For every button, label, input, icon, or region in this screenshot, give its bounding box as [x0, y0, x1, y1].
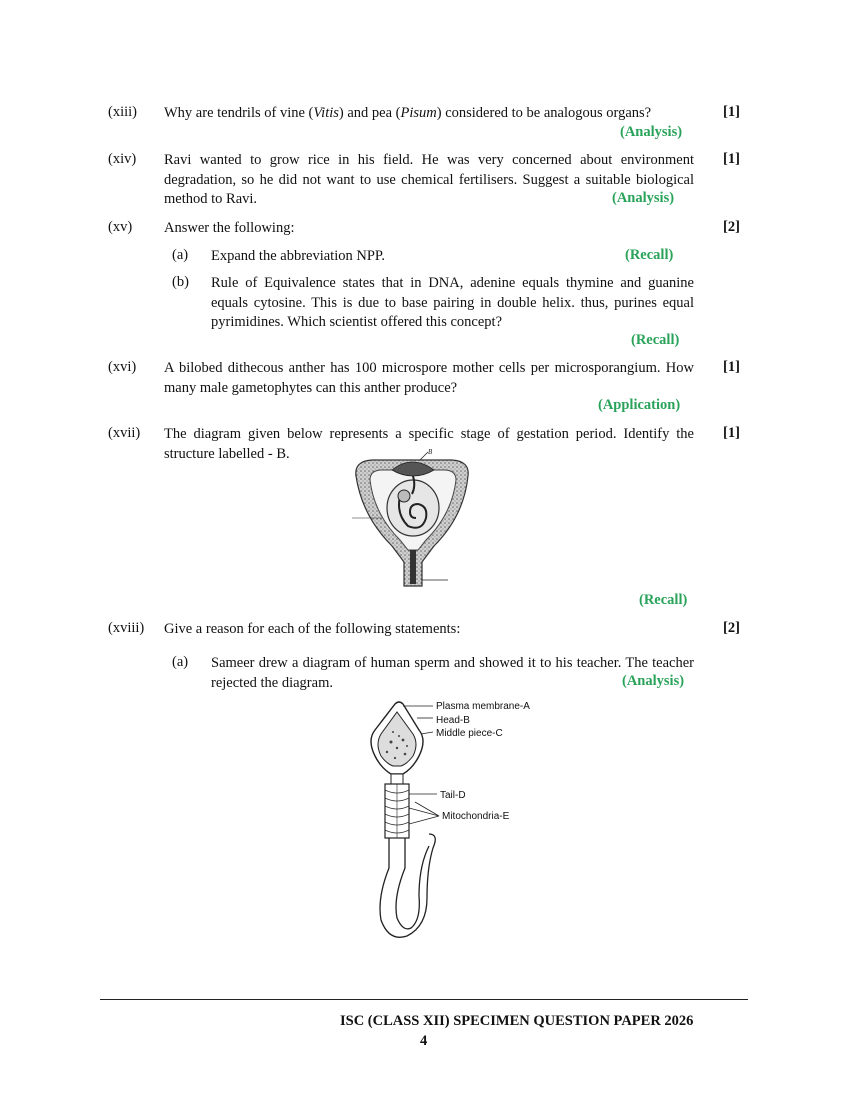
question-number-xvii: (xvii): [108, 425, 141, 441]
sub-label-xv-a: (a): [172, 247, 189, 263]
sub-label-xv-b: (b): [172, 274, 189, 290]
question-text-xv: Answer the following:: [164, 220, 295, 236]
question-number-xiii: (xiii): [108, 104, 137, 120]
marks-xiii: [1]: [723, 104, 740, 120]
sub-text-xv-a: Expand the abbreviation NPP.: [211, 248, 385, 264]
diagram-label-b: B: [428, 448, 433, 456]
marks-xv: [2]: [723, 219, 740, 235]
footer-rule: [100, 999, 748, 1000]
question-text-xvi: A bilobed dithecous anther has 100 microspore mother cells per microsporangium. How many male gametophytes can this anther produce?: [164, 360, 694, 396]
skill-tag-xiv: (Analysis): [612, 190, 675, 206]
sperm-label-middle: Middle piece-C: [436, 728, 503, 739]
sperm-label-tail: Tail-D: [440, 790, 466, 801]
question-text-xviii: Give a reason for each of the following statements:: [164, 621, 461, 637]
skill-tag-xv-b: (Recall): [631, 332, 680, 348]
footer-title: ISC (CLASS XII) SPECIMEN QUESTION PAPER 2026: [340, 1013, 694, 1029]
sub-label-xviii-a: (a): [172, 654, 189, 670]
skill-tag-xviii-a: (Analysis): [622, 673, 685, 689]
question-text-xiii: Why are tendrils of vine (Vitis) and pea (Pisum) considered to be analogous organs?: [164, 105, 652, 121]
sperm-label-plasma: Plasma membrane-A: [436, 701, 530, 712]
skill-tag-xvi: (Application): [598, 397, 681, 413]
sub-text-xviii-a: Sameer drew a diagram of human sperm and showed it to his teacher. The teacher rejected the diagram.: [211, 655, 694, 691]
question-number-xv: (xv): [108, 219, 133, 235]
marks-xvii: [1]: [723, 425, 740, 441]
question-text-xiv: Ravi wanted to grow rice in his field. He was very concerned about environment degradation, so he did not want to use chemical fertilisers. Suggest a suitable biological method to Ravi.: [164, 152, 694, 207]
question-number-xiv: (xiv): [108, 151, 137, 167]
sperm-label-mitochondria: Mitochondria-E: [442, 811, 510, 822]
marks-xviii: [2]: [723, 620, 740, 636]
marks-xiv: [1]: [723, 151, 740, 167]
skill-tag-xvii: (Recall): [639, 592, 688, 608]
marks-xvi: [1]: [723, 359, 740, 375]
question-number-xviii: (xviii): [108, 620, 145, 636]
gestation-diagram: [352, 446, 474, 588]
question-number-xvi: (xvi): [108, 359, 137, 375]
sub-text-xv-b: Rule of Equivalence states that in DNA, adenine equals thymine and guanine equals cytosine. This is due to base pairing in double helix. thus, purines equal pyrimidines. Which scientist offered this concept?: [211, 275, 694, 330]
skill-tag-xv-a: (Recall): [625, 247, 674, 263]
question-text-xvii: The diagram given below represents a specific stage of gestation period. Identify the structure labelled - B.: [164, 426, 694, 462]
sperm-label-head: Head-B: [436, 715, 470, 726]
skill-tag-xiii: (Analysis): [620, 124, 683, 140]
page-number: 4: [420, 1033, 428, 1049]
